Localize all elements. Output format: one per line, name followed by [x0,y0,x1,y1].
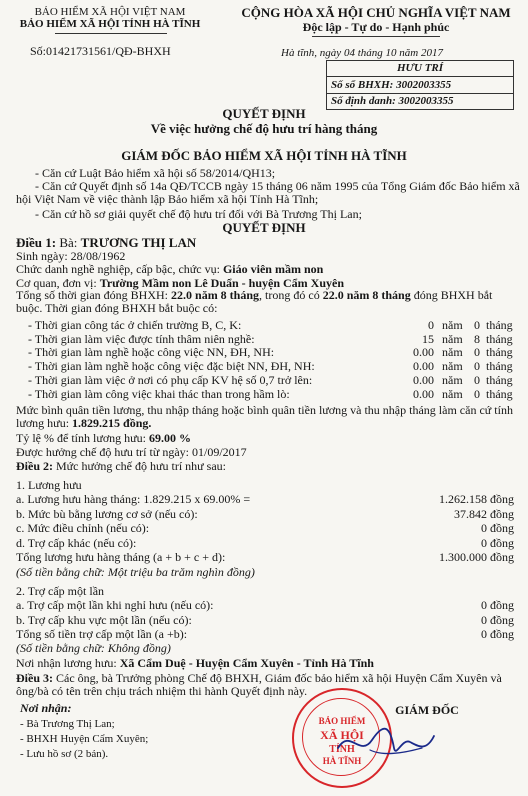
recipients-title: Nơi nhận: [20,701,72,715]
period-months: 0 [474,372,480,387]
pension-item-value: 1.300.000 đồng [439,550,514,565]
beneficiary-name: TRƯƠNG THỊ LAN [80,235,197,250]
period-months: 0 [474,359,480,374]
article2-heading-line [16,459,226,474]
pension-in-words: (Số tiền bằng chữ: Một triệu ba trăm nghìn đồng) [16,565,255,579]
recipient-item: - BHXH Huyện Cẩm Xuyên; [20,733,149,745]
lump-sum-in-words: (Số tiền bằng chữ: Không đồng) [16,641,171,655]
period-years: 0 [428,318,434,332]
name-prefix: Bà: [59,235,78,250]
preamble-1: - Căn cứ Luật Bảo hiểm xã hội số 58/2014/QH13; [35,166,276,180]
payment-place: Xã Cẩm Duệ - Huyện Cẩm Xuyên - Tỉnh Hà Tĩnh [119,656,374,670]
article3-text: Các ông, bà Trưởng phòng Chế độ BHXH, Giám đốc bảo hiểm xã hội Huyện Cẩm Xuyên và ông/bà có tên trên chịu trách nhiệm thi hành Quyết định này. [16,671,502,698]
section-pension: 1. Lương hưu [16,478,82,492]
period-month-unit: tháng [486,318,513,332]
period-years: 15 [422,331,434,346]
signature-title: GIÁM ĐỐC [395,703,459,717]
pension-item-label: b. Mức bù bằng lương cơ sở (nếu có): [16,506,198,521]
period-label: - Thời gian làm nghề hoặc công việc đặc biệt NN, ĐH, NH: [28,359,315,374]
total-prefix: Tổng số thời gian đóng BHXH: [16,288,169,302]
motto-line: Độc lập - Tự do - Hạnh phúc [302,20,450,34]
recipient-item: - Bà Trương Thị Lan; [20,718,115,730]
period-year-unit: năm [442,372,463,387]
period-month-unit: tháng [486,345,513,360]
period-label: - Thời gian công tác ở chiến trường B, C, K: [28,318,242,332]
org-prefix: Cơ quan, đơn vị: [16,276,97,290]
info-box-divider [327,76,513,77]
pension-item-value: 0 đồng [481,521,514,536]
period-months: 0 [474,345,480,360]
period-years: 0.00 [413,359,434,374]
pension-item-value: 37.842 đồng [454,506,514,521]
lump-sum-item-value: 0 đồng [481,627,514,642]
decision-title: QUYẾT ĐỊNH [222,106,306,121]
period-label: - Thời gian làm công việc khai thác than trong hầm lò: [28,386,290,401]
period-label: - Thời gian làm việc được tính thâm niên nghề: [28,331,255,346]
dob: Sinh ngày: 28/08/1962 [16,249,126,263]
period-year-unit: năm [442,386,463,401]
period-year-unit: năm [442,318,463,332]
payment-place-line [16,656,374,671]
pension-item-label: d. Trợ cấp khác (nếu có): [16,535,137,550]
period-month-unit: tháng [486,386,513,401]
stamp-line2: XÃ HỘI [320,728,364,742]
job-value: Giáo viên mầm non [222,262,324,276]
so-dinh-danh: Số định danh: 3002003355 [331,95,454,107]
doc-date: Hà tĩnh, ngày 04 tháng 10 năm 2017 [281,47,443,59]
issuer-line1: BẢO HIỂM XÃ HỘI VIỆT NAM [34,6,186,18]
retirement-info-box [326,60,514,110]
period-month-unit: tháng [486,359,513,374]
payment-place-prefix: Nơi nhận lương hưu: [16,656,117,670]
decide-heading: QUYẾT ĐỊNH [222,220,306,235]
period-label: - Thời gian làm việc ở nơi có phụ cấp KV hệ số 0,7 trở lên: [28,372,313,387]
rate-line [16,431,191,446]
avg-salary [16,404,516,430]
article2-heading-text: Mức hưởng chế độ hưu trí như sau: [56,459,227,473]
rate-prefix: Tỷ lệ % để tính lương hưu: [16,431,147,445]
recipient-item: - Lưu hồ sơ (2 bản). [20,748,109,760]
period-years: 0.00 [413,345,434,360]
total-mid: , trong đó có [259,288,320,302]
period-month-unit: tháng [486,372,513,387]
period-months: 0 [474,386,480,401]
stamp-line3: TỈNH [329,744,355,755]
motto-underline [312,36,440,37]
lump-sum-item-label: a. Trợ cấp một lần khi nghỉ hưu (nếu có): [16,598,214,612]
lump-sum-item-label: Tổng số tiền trợ cấp một lần (a +b): [16,627,188,642]
issuer-line2: BẢO HIỂM XÃ HỘI TỈNH HÀ TĨNH [19,18,201,30]
stamp-line4: HÀ TĨNH [322,756,362,766]
period-years: 0.00 [413,386,434,401]
preamble-2: - Căn cứ Quyết định số 14a QĐ/TCCB ngày 15 tháng 06 năm 1995 của Tổng Giám đốc Bảo hiểm xã hội Việt Nam về việc thành lập Bảo hiểm xã hội Tỉnh Hà Tĩnh; [16,179,520,206]
total-time [16,289,516,315]
authority-title: GIÁM ĐỐC BẢO HIỂM XÃ HỘI TỈNH HÀ TĨNH [121,148,407,163]
pension-item-value: 1.262.158 đồng [439,492,514,506]
article1-heading: Điều 1: [16,235,57,250]
lump-sum-item-label: b. Trợ cấp khu vực một lần (nếu có): [16,612,192,627]
so-bhxh: Số sổ BHXH: 3002003355 [331,79,452,91]
signature-scribble [330,718,440,766]
section-lump-sum: 2. Trợ cấp một lần [16,584,105,598]
period-label: - Thời gian làm nghề hoặc công việc NN, ĐH, NH: [28,345,275,360]
period-year-unit: năm [442,331,463,346]
period-years: 0.00 [413,372,434,387]
total-suffix: đóng BHXH bắt buộc. Thời gian đóng BHXH bắt buộc có: [16,288,493,315]
country-line: CỘNG HÒA XÃ HỘI CHỦ NGHĨA VIỆT NAM [241,5,511,20]
job-prefix: Chức danh nghề nghiệp, cấp bậc, chức vụ: [16,262,220,276]
period-months: 8 [474,331,480,346]
lump-sum-item-value: 0 đồng [481,612,514,627]
total-years: 22.0 năm 8 tháng [171,288,260,302]
pension-item-value: 0 đồng [481,535,514,550]
pension-item-label: c. Mức điều chỉnh (nếu có): [16,521,150,536]
period-months: 0 [474,318,480,332]
info-box-divider [327,93,513,94]
article3 [16,672,521,698]
pension-item-label: a. Lương hưu hàng tháng: 1.829.215 x 69.00% = [16,492,251,506]
info-box-title: HƯU TRÍ [396,62,444,74]
period-year-unit: năm [442,345,463,360]
pension-item-label: Tổng lương hưu hàng tháng (a + b + c + d): [16,550,226,565]
stamp-line1: BẢO HIỂM [318,716,366,726]
issuer-underline [55,33,167,34]
avg-value: 1.829.215 đồng. [72,416,152,430]
article3-heading: Điều 3: [16,671,53,685]
period-month-unit: tháng [486,331,513,346]
total-years-2: 22.0 năm 8 tháng [322,288,411,302]
job-line [16,262,323,277]
article2-heading: Điều 2: [16,459,53,473]
org-value: Trường Mầm non Lê Duẩn - huyện Cẩm Xuyên [99,276,345,290]
lump-sum-item-value: 0 đồng [481,598,514,612]
rate-value: 69.00 % [149,431,192,445]
start-date: Được hưởng chế độ hưu trí từ ngày: 01/09/2017 [16,445,247,459]
preamble-3: - Căn cứ hồ sơ giải quyết chế độ hưu trí đối với Bà Trương Thị Lan; [35,207,362,221]
decision-subtitle: Về việc hưởng chế độ hưu trí hàng tháng [150,121,378,136]
period-year-unit: năm [442,359,463,374]
avg-text: Mức bình quân tiền lương, thu nhập tháng hoặc bình quân tiền lương và thu nhập tháng làm căn cứ tính lương hưu: [16,403,513,430]
doc-number: Số:01421731561/QĐ-BHXH [30,44,171,58]
